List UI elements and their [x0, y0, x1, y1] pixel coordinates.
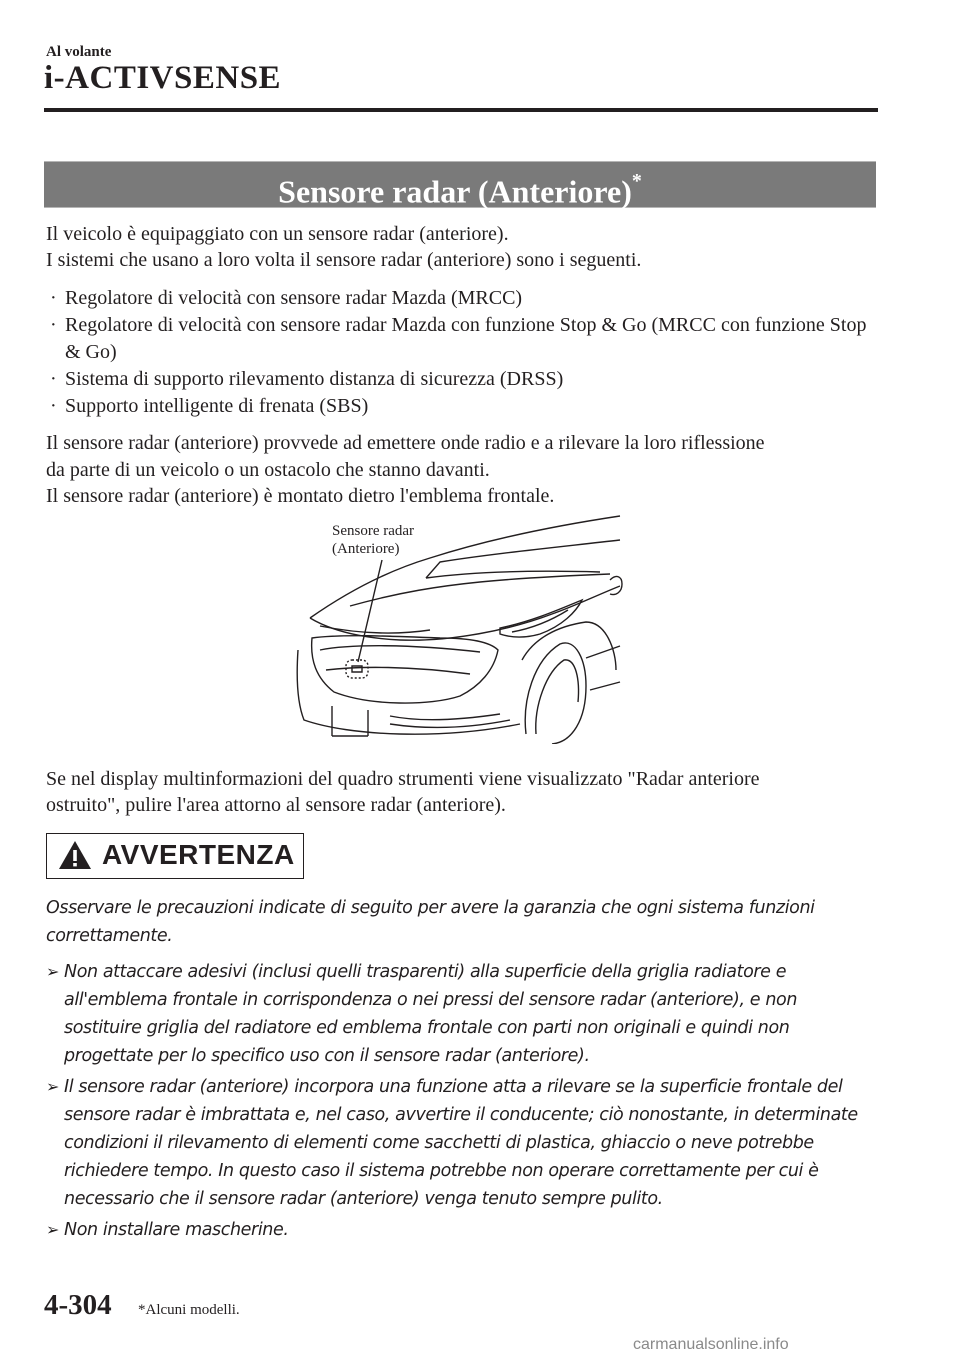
warning-triangle-icon: [58, 840, 92, 870]
intro-line-2: I sistemi che usano a loro volta il sensore radar (anteriore) sono i seguenti.: [46, 249, 642, 271]
figure-label-line-1: Sensore radar: [332, 523, 415, 539]
page-title: [44, 161, 876, 208]
description-line-3: Il sensore radar (anteriore) è montato dietro l'emblema frontale.: [46, 485, 555, 507]
list-item: · Regolatore di velocità con sensore radar Mazda con funzione Stop & Go (MRCC con funzione Stop & Go): [46, 312, 886, 366]
figure-label-line-2: (Anteriore): [332, 541, 400, 557]
page-number: 4-304: [44, 1289, 112, 1321]
intro-line-1: Il veicolo è equipaggiato con un sensore radar (anteriore).: [46, 223, 509, 245]
figure-label: [332, 522, 414, 558]
warning-item-text: Non attaccare adesivi (inclusi quelli trasparenti) alla superficie della griglia radiatore e all'emblema frontale in corrispondenza o nei pressi del sensore radar (anteriore), e non sostituire griglia del radiatore ed emblema frontale con parti non originali e quindi non progettate per lo specifico uso con il sensore radar (anteriore).: [64, 962, 798, 1066]
page-title-text: Sensore radar (Anteriore): [278, 173, 632, 210]
warning-intro: Osservare le precauzioni indicate di seguito per avere la garanzia che ogni sistema funzioni correttamente.: [46, 898, 815, 946]
list-item: · Sistema di supporto rilevamento distanza di sicurezza (DRSS): [46, 366, 886, 393]
list-item: [46, 1073, 866, 1213]
list-item: [46, 1216, 866, 1244]
systems-list: [46, 285, 886, 420]
chapter-title: i-ACTIVSENSE: [44, 60, 282, 96]
description-line-1: Il sensore radar (anteriore) provvede ad emettere onde radio e a rilevare la loro riflessione: [46, 432, 765, 454]
display-note-line-2: ostruito", pulire l'area attorno al sensore radar (anteriore).: [46, 794, 506, 816]
arrow-bullet-icon: ➢: [46, 962, 60, 981]
warning-item-text: Il sensore radar (anteriore) incorpora una funzione atta a rilevare se la superficie frontale del sensore radar è imbrattata e, nel caso, avvertire il conducente; ciò nonostante, in determinate condizioni il rilevamento di elementi come sacchetti di plastica, ghiaccio o neve potrebbe richiedere tempo. In questo caso il sistema potrebbe non operare correttamente per cui è necessario che il sensore radar (anteriore) venga tenuto sempre pulito.: [64, 1077, 858, 1209]
description-line-2: da parte di un veicolo o un ostacolo che stanno davanti.: [46, 459, 490, 481]
arrow-bullet-icon: ➢: [46, 1077, 60, 1096]
list-item: · Supporto intelligente di frenata (SBS): [46, 393, 886, 420]
warning-label: AVVERTENZA: [102, 839, 295, 870]
footnote: *Alcuni modelli.: [138, 1302, 240, 1318]
header-divider: [44, 108, 878, 112]
page-title-marker: *: [631, 170, 642, 192]
list-item: · Regolatore di velocità con sensore radar Mazda (MRCC): [46, 285, 886, 312]
watermark: carmanualsonline.info: [633, 1336, 789, 1353]
section-label: Al volante: [46, 44, 112, 60]
warning-item-text: Non installare mascherine.: [64, 1220, 289, 1240]
warning-list: [46, 958, 866, 1247]
arrow-bullet-icon: ➢: [46, 1220, 60, 1239]
display-note-line-1: Se nel display multinformazioni del quadro strumenti viene visualizzato "Radar anteriore: [46, 768, 760, 790]
list-item: [46, 958, 866, 1070]
